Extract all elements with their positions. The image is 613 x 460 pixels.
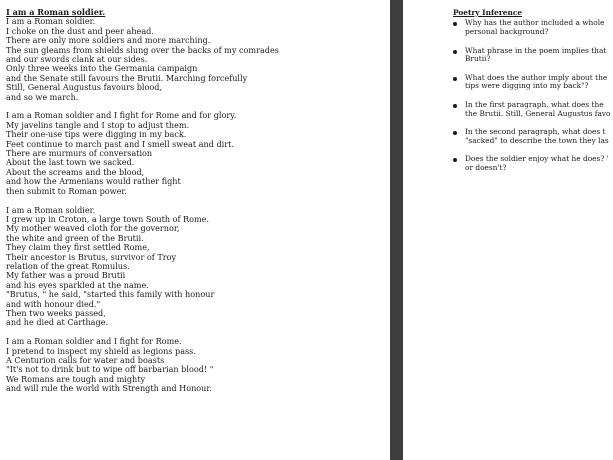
poem-line: and how the Armenians would rather fight (6, 176, 181, 187)
poem-line: A Centurion calls for water and boasts (6, 354, 165, 365)
question-item (453, 74, 613, 91)
bullet-icon (453, 22, 457, 26)
bullet-icon (453, 131, 457, 135)
question-text: What phrase in the poem implies that (465, 45, 607, 55)
poem-line: Still, General Augustus favours blood, (6, 82, 162, 93)
poem-line: We Romans are tough and mighty (6, 373, 146, 384)
poem-line: and he died at Carthage. (6, 317, 109, 328)
question-text: Brutii? (465, 54, 491, 64)
poem-line: The sun gleams from shields slung over the backs of my comrades (6, 44, 279, 55)
poem-line: There are only more soldiers and more marching. (6, 35, 211, 46)
question-text: the Brutii. Still, General Augustus favo (465, 108, 611, 118)
worksheet-title: Poetry Inference (453, 8, 523, 17)
poem-line: relation of the great Romulus. (6, 260, 130, 271)
poem-body (6, 17, 386, 393)
poem-line: There are murmurs of conversation (6, 148, 153, 159)
question-text: In the first paragraph, what does the (465, 99, 604, 109)
question-item (453, 128, 613, 145)
poem-line: About the screams and the blood, (6, 166, 145, 177)
poem-stanza (6, 337, 386, 393)
bullet-icon (453, 50, 457, 54)
poem-line: Then two weeks passed, (6, 307, 106, 318)
poem-line: and will rule the world with Strength and Honour. (6, 383, 212, 394)
poem-line: My father was a proud Brutii (6, 270, 126, 281)
poem-line: I am a Roman soldier. (6, 204, 96, 215)
poem-line: I am a Roman soldier and I fight for Rome. (6, 336, 182, 347)
poem-line: Feet continue to march past and I smell sweat and dirt. (6, 138, 234, 149)
poem-line: I pretend to inspect my shield as legions pass. (6, 345, 196, 356)
poem-stanza (6, 206, 386, 328)
poem (6, 8, 386, 403)
page-gutter (390, 0, 403, 460)
poem-line: Their ancestor is Brutus, survivor of Troy (6, 251, 177, 262)
poem-line: I choke on the dust and peer ahead. (6, 25, 154, 36)
question-item (453, 47, 613, 64)
poem-line: then submit to Roman power. (6, 185, 127, 196)
question-text: Does the soldier enjoy what he does? ' (465, 154, 609, 164)
poem-line: and with honour died." (6, 298, 101, 309)
question-list (453, 19, 613, 172)
poem-line: "Brutus, " he said, "started this family with honour (6, 289, 215, 300)
poem-line: "It's not to drink but to wipe off barbarian blood! " (6, 364, 214, 375)
question-text: In the second paragraph, what does t (465, 127, 606, 137)
poem-line: Only three weeks into the Germania campaign (6, 63, 198, 74)
poem-line: and our swords clank at our sides. (6, 54, 148, 65)
question-item (453, 19, 613, 36)
poem-line: I am a Roman soldier. (6, 16, 96, 27)
poem-line: and so we march. (6, 91, 79, 102)
question-text: Why has the author included a whole (465, 18, 605, 28)
worksheet (453, 8, 613, 183)
bullet-icon (453, 158, 457, 162)
question-text: tips were digging into my back"? (465, 81, 589, 91)
poem-line: I am a Roman soldier and I fight for Rome and for glory. (6, 110, 237, 121)
poem-line: They claim they first settled Rome, (6, 242, 150, 253)
poem-line: I grew up in Croton, a large town South of Rome. (6, 213, 210, 224)
question-text: What does the author imply about the (465, 72, 608, 82)
poem-line: About the last town we sacked. (6, 157, 135, 168)
bullet-icon (453, 104, 457, 108)
worksheet-page (403, 0, 613, 460)
poem-stanza (6, 111, 386, 196)
question-item (453, 101, 613, 118)
poem-line: My mother weaved cloth for the governor, (6, 223, 180, 234)
question-text: personal background? (465, 27, 549, 36)
poem-stanza (6, 17, 386, 102)
poem-line: My javelins tangle and I stop to adjust them. (6, 119, 190, 130)
poem-line: the white and green of the Brutii. (6, 232, 144, 243)
question-item (453, 155, 613, 172)
poem-line: and the Senate still favours the Brutii. Marching forcefully (6, 72, 248, 83)
poem-title: I am a Roman soldier. (6, 7, 106, 17)
bullet-icon (453, 77, 457, 81)
question-text: "sacked" to describe the town they las (465, 135, 609, 145)
poem-line: Their one-use tips were digging in my back. (6, 129, 187, 140)
question-text: or doesn't? (465, 162, 507, 172)
poem-line: and his eyes sparkled at the name. (6, 279, 149, 290)
